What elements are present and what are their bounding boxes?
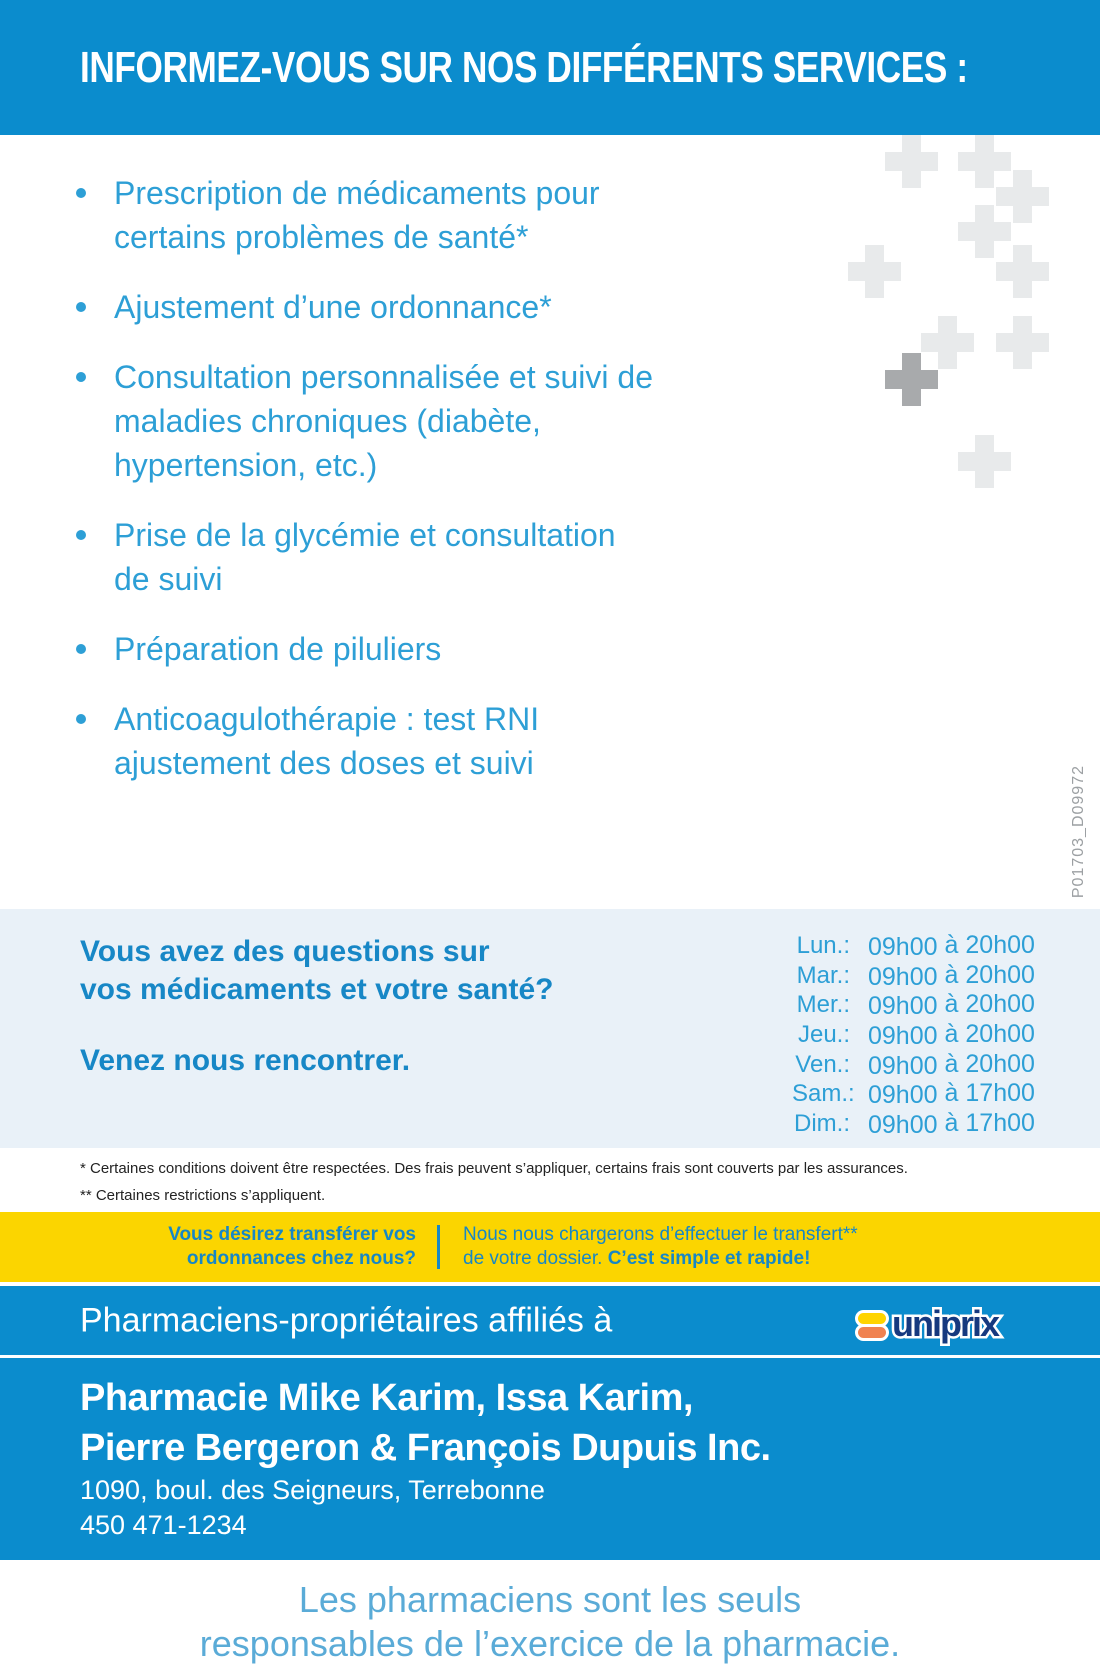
hours-open-time: 09h00 xyxy=(868,1051,938,1080)
service-line: ajustement des doses et suivi xyxy=(114,745,534,781)
plus-icon xyxy=(996,245,1049,298)
fine-print-line: * Certaines conditions doivent être respectées. Des frais peuvent s’appliquer, certains frais sont couverts par les assurances. xyxy=(80,1160,908,1177)
pharmacy-band xyxy=(0,1358,1100,1560)
hours-time xyxy=(868,990,1035,1020)
hours-close-time: à 20h00 xyxy=(944,990,1035,1019)
hours-open-time: 09h00 xyxy=(868,992,938,1021)
service-line: de suivi xyxy=(114,561,223,597)
hours-open-time: 09h00 xyxy=(868,1081,938,1110)
hours-open-time: 09h00 xyxy=(868,1022,938,1051)
transfer-question-line: Vous désirez transférer vos xyxy=(168,1224,416,1245)
hours-day: Ven.: xyxy=(795,1050,850,1078)
hours-close-time: à 17h00 xyxy=(944,1079,1035,1108)
hours-close-time: à 20h00 xyxy=(944,1049,1035,1078)
hours-time xyxy=(868,1020,1035,1050)
service-line: certains problèmes de santé* xyxy=(114,219,529,255)
pharmacy-contact xyxy=(80,1473,545,1543)
affiliation-band xyxy=(0,1286,1100,1355)
service-line: Anticoagulothérapie : test RNI xyxy=(114,701,540,737)
service-item xyxy=(74,627,734,671)
transfer-answer-bold: C’est simple et rapide! xyxy=(607,1248,811,1269)
hours-time xyxy=(868,1109,1035,1139)
service-line: Consultation personnalisée et suivi de xyxy=(114,359,653,395)
hours-open-time: 09h00 xyxy=(868,1111,938,1140)
pharmacy-address: 1090, boul. des Seigneurs, Terrebonne xyxy=(80,1475,545,1505)
service-line: Prise de la glycémie et consultation xyxy=(114,517,616,553)
hours-time xyxy=(868,961,1035,991)
questions-heading-line: vos médicaments et votre santé? xyxy=(80,973,554,1006)
logo-bar-yellow xyxy=(858,1313,886,1324)
questions-band xyxy=(0,909,1100,1148)
service-line: Prescription de médicaments pour xyxy=(114,175,600,211)
page-title: INFORMEZ-VOUS SUR NOS DIFFÉRENTS SERVICES : xyxy=(80,42,968,92)
uniprix-logo xyxy=(858,1303,1039,1347)
transfer-band xyxy=(0,1212,1100,1282)
service-line: maladies chroniques (diabète, xyxy=(114,403,541,439)
hours-day: Jeu.: xyxy=(797,1021,850,1049)
hours-close-time: à 20h00 xyxy=(944,960,1035,989)
fine-print-line: ** Certaines restrictions s’appliquent. xyxy=(80,1187,326,1204)
logo-bar-orange xyxy=(858,1327,886,1338)
hours-open-time: 09h00 xyxy=(868,933,938,961)
hours-day: Dim.: xyxy=(794,1110,850,1138)
hours-row xyxy=(792,1079,1035,1109)
hours-row xyxy=(792,961,1035,991)
plus-icon xyxy=(885,135,938,188)
vertical-divider xyxy=(437,1225,440,1269)
service-item xyxy=(74,171,734,259)
hours-time xyxy=(868,1079,1035,1109)
hours-row xyxy=(792,1020,1035,1050)
transfer-answer xyxy=(463,1223,858,1271)
plus-icon xyxy=(885,353,938,406)
service-line: Préparation de piluliers xyxy=(114,631,442,667)
transfer-question xyxy=(0,1223,416,1271)
service-item xyxy=(74,513,734,601)
transfer-answer-line: Nous nous chargerons d’effectuer le transfert** xyxy=(463,1224,858,1245)
hours-row xyxy=(792,1050,1035,1080)
hours-day: Mer.: xyxy=(796,991,850,1019)
hours-close-time: à 20h00 xyxy=(944,931,1035,959)
uniprix-logo-text: uniprix xyxy=(892,1303,999,1344)
hours-day: Mar.: xyxy=(796,961,850,989)
plus-icon xyxy=(958,435,1011,488)
service-item xyxy=(74,355,734,487)
service-line: hypertension, etc.) xyxy=(114,447,378,483)
meet-us-text: Venez nous rencontrer. xyxy=(80,1044,411,1077)
hours-row xyxy=(792,990,1035,1020)
hours-row xyxy=(792,931,1035,961)
hours-time xyxy=(868,931,1035,961)
service-item xyxy=(74,285,734,329)
hours-day: Lun.: xyxy=(796,932,850,959)
hours-close-time: à 20h00 xyxy=(944,1020,1035,1049)
transfer-answer-normal: de votre dossier. xyxy=(463,1248,608,1269)
uniprix-wordmark xyxy=(889,1303,1039,1347)
footer-line: responsables de l’exercice de la pharmacie. xyxy=(199,1623,901,1664)
transfer-question-line: ordonnances chez nous? xyxy=(186,1248,416,1269)
pharmacy-name-line: Pharmacie Mike Karim, Issa Karim, xyxy=(80,1377,693,1419)
services-list xyxy=(74,171,734,785)
questions-heading-line: Vous avez des questions sur xyxy=(80,935,490,968)
service-line: Ajustement d’une ordonnance* xyxy=(114,289,552,325)
pharmacy-name-line: Pierre Bergeron & François Dupuis Inc. xyxy=(80,1427,771,1469)
pharmacy-phone: 450 471-1234 xyxy=(80,1510,247,1540)
footer-disclaimer xyxy=(0,1578,1100,1666)
hours-open-time: 09h00 xyxy=(868,962,938,991)
fine-print xyxy=(80,1156,908,1208)
plus-icon xyxy=(848,245,901,298)
hours-row xyxy=(792,1109,1035,1139)
logo-bars-icon xyxy=(858,1313,886,1338)
affiliation-label: Pharmaciens-propriétaires affiliés à xyxy=(80,1301,613,1339)
transfer-answer-line xyxy=(463,1247,858,1271)
questions-heading xyxy=(80,933,554,1009)
hours-time xyxy=(868,1050,1035,1080)
opening-hours xyxy=(792,931,1035,1139)
footer-line: Les pharmaciens sont les seuls xyxy=(298,1579,802,1620)
service-item xyxy=(74,697,734,785)
header-band xyxy=(0,0,1100,135)
hours-day: Sam.: xyxy=(792,1080,855,1108)
pharmacy-name xyxy=(80,1373,771,1473)
plus-icon xyxy=(996,316,1049,369)
hours-close-time: à 17h00 xyxy=(944,1109,1035,1138)
production-code: P01703_D09972 xyxy=(1070,765,1087,899)
